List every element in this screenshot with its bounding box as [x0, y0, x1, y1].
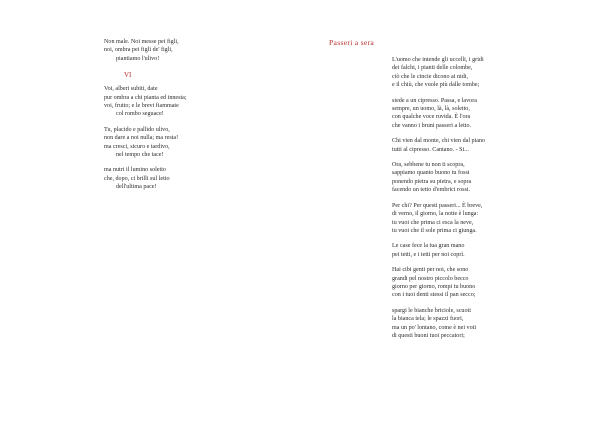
- verse-line: sempre, un uomo, là, là, soletto,: [392, 106, 470, 113]
- right-stanza-3: [392, 137, 592, 154]
- verse-line: pur ombra a chi pianta ed innesta;: [104, 94, 187, 101]
- poem-title: Passeri a sera: [329, 38, 375, 47]
- verse-line: tutti al cipresso. Cantano. - Si...: [392, 146, 469, 153]
- verse-line: facendo un tetto d'embrici rossi.: [392, 187, 471, 194]
- verse-line: ponendo pietra su pietra, e sopra: [392, 178, 472, 185]
- verse-line: piantiamo l'ulivo!: [116, 55, 160, 62]
- verse-line: Non male. Noi messe pei figli,: [104, 39, 179, 45]
- verse-line: noi, ombra pei figli de' figli,: [104, 47, 173, 54]
- verse-line: e il chiù, che vuole più dalle tombe;: [392, 82, 480, 89]
- verse-line: di questi buoni tuoi peccatori;: [392, 332, 465, 339]
- verse-line: spargi le bianche briciole, scuoti: [392, 307, 471, 314]
- verse-line: nel tempo che tace!: [116, 152, 164, 159]
- verse-line: dell'ultima pace!: [116, 184, 157, 191]
- verse-line: la bianca tela; le spazzi fuori,: [392, 316, 464, 323]
- right-stanza-8: [392, 307, 592, 341]
- verse-line: giorno per giorno, rompi tu buono: [392, 283, 476, 290]
- verse-line: ma un po' lontano, come è nei voti: [392, 324, 477, 331]
- right-stanza-4: [392, 161, 592, 195]
- verse-line: col rombo seguace!: [116, 111, 164, 118]
- right-stanza-1: [392, 56, 592, 90]
- right-stanza-6: [392, 242, 592, 259]
- verse-line: che vanno i bruni passeri a letto.: [392, 122, 472, 129]
- right-stanza-7: [392, 266, 592, 300]
- verse-line: Per chi? Per questi passeri... È breve,: [392, 202, 483, 209]
- verse-line: che, dopo, ci brilli sul letto: [104, 175, 170, 182]
- right-page: [300, 0, 600, 424]
- verse-line: con qualche voce ruvida. È l'ora: [392, 114, 471, 121]
- verse-line: ma cresci, sicuro e tardivo,: [104, 143, 170, 150]
- verse-line: Hai cibi genti per noi, che sono: [392, 267, 469, 274]
- right-stanza-2: [392, 97, 592, 131]
- verse-line: di verno, il giorno, la notte è lunga:: [392, 211, 479, 218]
- verse-line: tu vuoi che prima ci esca la neve,: [392, 219, 474, 226]
- verse-line: non dare a noi nulla; ma resta!: [104, 135, 179, 142]
- left-stanza-1: [104, 38, 284, 63]
- verse-line: ma nutri il lumino soletto: [104, 167, 166, 174]
- left-stanza-3: [104, 126, 284, 160]
- verse-line: tu vuoi che il sole prima ci giunga.: [392, 227, 477, 234]
- verse-line: con i tuoi denti stessi il pan secco;: [392, 292, 476, 299]
- verse-line: Tu, placido e pallido ulivo,: [104, 126, 170, 133]
- section-number: VI: [124, 71, 132, 80]
- left-stanza-2: [104, 85, 284, 119]
- right-page-text: [392, 56, 592, 347]
- verse-line: grandi pel nostro piccolo becco: [392, 275, 469, 282]
- verse-line: sappiamo quanto buono tu fossi: [392, 170, 470, 177]
- verse-line: pei tetti, e i tetti per noi coprì.: [392, 251, 465, 258]
- right-stanza-5: [392, 202, 592, 236]
- left-stanza-4: [104, 166, 284, 191]
- verse-line: Voi, alberi subiti, date: [104, 86, 158, 93]
- left-page-text: [104, 38, 284, 199]
- verse-line: voi, frutto; e le brevi fiammate: [104, 103, 179, 110]
- verse-line: siede a un cipresso. Passa, e lavora: [392, 97, 477, 104]
- verse-line: L'uomo che intende gli uccelli, i gridi: [392, 57, 484, 63]
- verse-line: Ora, sebbene tu non ti scopra,: [392, 162, 465, 169]
- verse-line: Le case fece la tua gran mano: [392, 243, 465, 250]
- verse-line: ciò che le cincie dicono ai nidi,: [392, 73, 468, 80]
- verse-line: dei falchi, i pianti delle colombe,: [392, 65, 473, 72]
- verse-line: Chi vien dal monte, chi vien dal piano: [392, 138, 486, 145]
